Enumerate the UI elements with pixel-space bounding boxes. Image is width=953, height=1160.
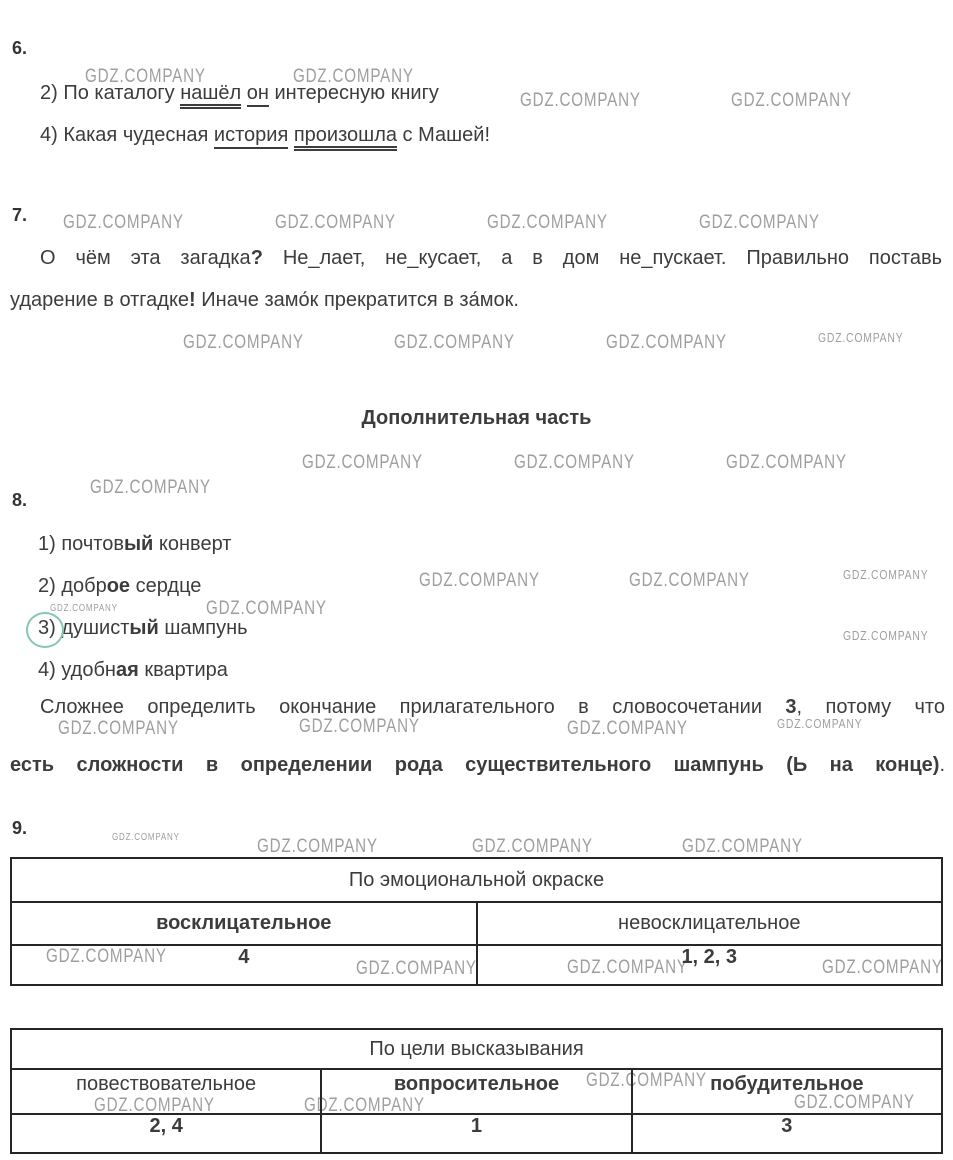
text-run: он bbox=[247, 82, 269, 107]
item-6-answer-4 bbox=[40, 122, 490, 148]
text-run: история bbox=[214, 124, 288, 149]
column-header-exclamatory: восклицательное bbox=[11, 902, 477, 945]
item-7-text-line-2 bbox=[10, 287, 519, 313]
answer-cell-non-exclamatory: 1, 2, 3 bbox=[477, 945, 943, 985]
watermark: GDZ.COMPANY bbox=[629, 570, 750, 591]
table-title: По эмоциональной окраске bbox=[11, 858, 942, 902]
watermark: GDZ.COMPANY bbox=[843, 628, 929, 643]
text-run bbox=[241, 82, 247, 104]
item-7-text-line-1 bbox=[10, 245, 942, 271]
item-8-option-3 bbox=[38, 615, 248, 641]
text-run: ая bbox=[115, 659, 139, 681]
emotional-coloring-table bbox=[10, 857, 943, 986]
text-run: конверт bbox=[153, 533, 232, 555]
text-run: ! bbox=[189, 289, 196, 311]
watermark: GDZ.COMPANY bbox=[777, 716, 863, 731]
watermark: GDZ.COMPANY bbox=[419, 570, 540, 591]
text-run: ый bbox=[123, 533, 154, 555]
answer-cell-exclamatory: 4 bbox=[11, 945, 477, 985]
watermark: GDZ.COMPANY bbox=[794, 1092, 915, 1113]
text-run: ое bbox=[106, 575, 131, 597]
text-run: . bbox=[939, 754, 945, 776]
item-8-conclusion-line-1 bbox=[10, 694, 945, 720]
answer-cell-interrogative: 1 bbox=[321, 1114, 631, 1153]
watermark: GDZ.COMPANY bbox=[843, 567, 929, 582]
item-8-option-2 bbox=[38, 573, 201, 599]
item-8-option-1 bbox=[38, 531, 231, 557]
text-run: ? bbox=[250, 247, 263, 269]
text-run: сердце bbox=[130, 575, 202, 597]
item-6-answer-2 bbox=[40, 80, 439, 106]
watermark: GDZ.COMPANY bbox=[63, 212, 184, 233]
table-header-row bbox=[11, 902, 942, 945]
text-run: есть сложности в определении рода существительного шампунь (Ь на конце) bbox=[10, 754, 940, 776]
text-run: 2) По каталогу bbox=[40, 82, 181, 104]
text-run: 3 bbox=[785, 696, 797, 718]
watermark: GDZ.COMPANY bbox=[112, 832, 180, 843]
column-header-interrogative: вопросительное bbox=[321, 1069, 631, 1114]
watermark: GDZ.COMPANY bbox=[94, 1095, 215, 1116]
watermark: GDZ.COMPANY bbox=[299, 716, 420, 737]
table-title-row bbox=[11, 1029, 942, 1069]
watermark: GDZ.COMPANY bbox=[822, 957, 943, 978]
text-run: ударение в отгадке bbox=[10, 289, 190, 311]
text-run: О чём эта загадка bbox=[40, 247, 251, 269]
watermark: GDZ.COMPANY bbox=[90, 477, 211, 498]
item-9-number: 9. bbox=[12, 818, 28, 838]
watermark: GDZ.COMPANY bbox=[183, 332, 304, 353]
text-run: 2) добр bbox=[38, 575, 107, 597]
watermark: GDZ.COMPANY bbox=[567, 718, 688, 739]
answer-cell-imperative: 3 bbox=[632, 1114, 942, 1153]
section-heading: Дополнительная часть bbox=[361, 407, 592, 429]
watermark: GDZ.COMPANY bbox=[50, 603, 118, 614]
watermark: GDZ.COMPANY bbox=[726, 452, 847, 473]
text-run: Иначе замо́к прекратится в за́мок. bbox=[195, 289, 519, 311]
column-header-imperative: побудительное bbox=[632, 1069, 942, 1114]
watermark: GDZ.COMPANY bbox=[356, 958, 477, 979]
text-run: 3) душист bbox=[38, 617, 130, 639]
table-value-row bbox=[11, 945, 942, 985]
table-value-row bbox=[11, 1114, 942, 1153]
text-run bbox=[288, 124, 294, 146]
item-8-number: 8. bbox=[12, 490, 28, 510]
text-run: Не_лает, не_кусает, а в дом не_пускает. Правильно поставь bbox=[262, 247, 942, 269]
watermark: GDZ.COMPANY bbox=[46, 946, 167, 967]
watermark: GDZ.COMPANY bbox=[487, 212, 608, 233]
watermark: GDZ.COMPANY bbox=[520, 90, 641, 111]
watermark: GDZ.COMPANY bbox=[472, 836, 593, 857]
watermark: GDZ.COMPANY bbox=[606, 332, 727, 353]
table-title: По цели высказывания bbox=[11, 1029, 942, 1069]
item-7-number: 7. bbox=[12, 205, 28, 225]
option-circle bbox=[26, 612, 64, 648]
text-run: , потому что bbox=[796, 696, 945, 718]
item-8-conclusion-line-2 bbox=[10, 752, 945, 778]
watermark: GDZ.COMPANY bbox=[58, 718, 179, 739]
watermark: GDZ.COMPANY bbox=[586, 1070, 707, 1091]
table-header-row bbox=[11, 1069, 942, 1114]
watermark: GDZ.COMPANY bbox=[394, 332, 515, 353]
text-run: Сложнее определить окончание прилагательного в словосочетании bbox=[40, 696, 786, 718]
text-run: нашёл bbox=[180, 82, 241, 109]
watermark: GDZ.COMPANY bbox=[304, 1095, 425, 1116]
column-header-declarative: повествовательное bbox=[11, 1069, 321, 1114]
watermark: GDZ.COMPANY bbox=[514, 452, 635, 473]
watermark: GDZ.COMPANY bbox=[731, 90, 852, 111]
watermark: GDZ.COMPANY bbox=[293, 66, 414, 87]
text-run: ый bbox=[129, 617, 159, 639]
watermark: GDZ.COMPANY bbox=[699, 212, 820, 233]
watermark: GDZ.COMPANY bbox=[275, 212, 396, 233]
item-8-option-4 bbox=[38, 657, 228, 683]
watermark: GDZ.COMPANY bbox=[206, 598, 327, 619]
table-title-row bbox=[11, 858, 942, 902]
watermark: GDZ.COMPANY bbox=[682, 836, 803, 857]
watermark: GDZ.COMPANY bbox=[818, 330, 904, 345]
text-run: 4) удобн bbox=[38, 659, 116, 681]
text-run: 1) почтов bbox=[38, 533, 124, 555]
text-run: 4) Какая чудесная bbox=[40, 124, 214, 146]
text-run: квартира bbox=[138, 659, 228, 681]
watermark: GDZ.COMPANY bbox=[567, 957, 688, 978]
column-header-non-exclamatory: невосклицательное bbox=[477, 902, 943, 945]
text-run: произошла bbox=[294, 124, 397, 151]
watermark: GDZ.COMPANY bbox=[257, 836, 378, 857]
text-run: шампунь bbox=[158, 617, 248, 639]
answer-cell-declarative: 2, 4 bbox=[11, 1114, 321, 1153]
watermark: GDZ.COMPANY bbox=[302, 452, 423, 473]
text-run: с Машей! bbox=[397, 124, 491, 146]
watermark: GDZ.COMPANY bbox=[85, 66, 206, 87]
statement-purpose-table bbox=[10, 1028, 943, 1154]
item-6-number: 6. bbox=[12, 38, 28, 58]
text-run: интересную книгу bbox=[268, 82, 439, 104]
